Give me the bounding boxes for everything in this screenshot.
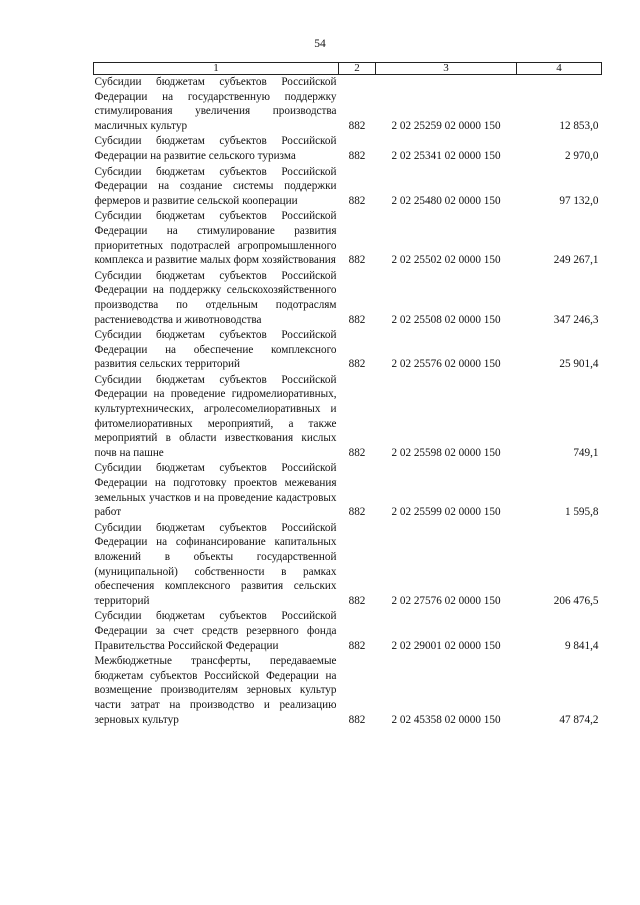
row-budget-code: 2 02 25502 02 0000 150 xyxy=(391,254,501,267)
table-row xyxy=(94,654,602,728)
table-row xyxy=(94,209,602,268)
row-amount: 249 267,1 xyxy=(553,254,599,267)
row-budget-code: 2 02 27576 02 0000 150 xyxy=(391,594,501,607)
row-amount: 1 595,8 xyxy=(564,506,599,519)
row-description: Субсидии бюджетам субъектов Российской Федерации на проведение гидромелиоративных, культуртехнических, агролесомелиоративных и фитомелиоративных мероприятий, а также мероприятий в области известкования кислых почв на пашне xyxy=(94,373,337,459)
row-description: Субсидии бюджетам субъектов Российской Федерации на создание системы поддержки фермеров и развитие сельской кооперации xyxy=(94,165,337,207)
row-budget-code: 2 02 29001 02 0000 150 xyxy=(391,639,501,652)
row-admin-code: 882 xyxy=(348,313,366,326)
table-row xyxy=(94,165,602,210)
row-budget-code: 2 02 25599 02 0000 150 xyxy=(391,506,501,519)
row-budget-code: 2 02 25598 02 0000 150 xyxy=(391,446,501,459)
row-description: Субсидии бюджетам субъектов Российской Федерации на подготовку проектов межевания земельных участков и на проведение кадастровых работ xyxy=(94,462,337,519)
row-admin-code: 882 xyxy=(348,506,366,519)
row-budget-code: 2 02 45358 02 0000 150 xyxy=(391,713,501,726)
row-description: Субсидии бюджетам субъектов Российской Федерации на поддержку сельскохозяйственного производства по отдельным подотраслям растениеводства и животноводства xyxy=(94,269,337,326)
row-amount: 47 874,2 xyxy=(559,713,599,726)
table-row xyxy=(94,328,602,373)
row-amount: 206 476,5 xyxy=(553,594,599,607)
row-admin-code: 882 xyxy=(348,194,366,207)
row-budget-code: 2 02 25576 02 0000 150 xyxy=(391,358,501,371)
row-admin-code: 882 xyxy=(348,149,366,162)
table-row xyxy=(94,461,602,520)
header-col-1: 1 xyxy=(94,63,339,75)
row-admin-code: 882 xyxy=(348,119,366,132)
row-budget-code: 2 02 25508 02 0000 150 xyxy=(391,313,501,326)
page-number: 54 xyxy=(314,38,326,50)
header-col-3: 3 xyxy=(376,63,517,75)
table-row xyxy=(94,269,602,328)
row-amount: 347 246,3 xyxy=(553,313,599,326)
header-col-4: 4 xyxy=(517,63,602,75)
budget-table xyxy=(93,62,602,728)
table-header-row xyxy=(94,63,602,75)
row-admin-code: 882 xyxy=(348,446,366,459)
row-description: Субсидии бюджетам субъектов Российской Федерации за счет средств резервного фонда Правительства Российской Федерации xyxy=(94,610,337,652)
row-description: Субсидии бюджетам субъектов Российской Федерации на софинансирование капитальных вложений в объекты государственной (муниципальной) собственности в рамках обеспечения комплексного развития сельских территорий xyxy=(94,521,337,607)
table-row xyxy=(94,134,602,164)
row-amount: 9 841,4 xyxy=(564,639,599,652)
row-amount: 2 970,0 xyxy=(564,149,599,162)
row-description: Субсидии бюджетам субъектов Российской Федерации на обеспечение комплексного развития сельских территорий xyxy=(94,329,337,371)
row-description: Субсидии бюджетам субъектов Российской Федерации на государственную поддержку стимулирования увеличения производства масличных культур xyxy=(94,76,337,132)
row-amount: 25 901,4 xyxy=(559,358,599,371)
table-row xyxy=(94,373,602,462)
row-admin-code: 882 xyxy=(348,594,366,607)
row-description: Субсидии бюджетам субъектов Российской Федерации на развитие сельского туризма xyxy=(94,135,337,162)
row-admin-code: 882 xyxy=(348,358,366,371)
row-amount: 97 132,0 xyxy=(559,194,599,207)
row-budget-code: 2 02 25259 02 0000 150 xyxy=(391,119,501,132)
row-budget-code: 2 02 25341 02 0000 150 xyxy=(391,149,501,162)
table-row xyxy=(94,75,602,135)
row-admin-code: 882 xyxy=(348,713,366,726)
table-row xyxy=(94,521,602,610)
header-col-2: 2 xyxy=(339,63,376,75)
row-amount: 749,1 xyxy=(573,446,599,459)
row-admin-code: 882 xyxy=(348,254,366,267)
row-description: Субсидии бюджетам субъектов Российской Федерации на стимулирование развития приоритетных подотраслей агропромышленного комплекса и развитие малых форм хозяйствования xyxy=(94,210,337,267)
table-row xyxy=(94,609,602,654)
row-amount: 12 853,0 xyxy=(559,119,599,132)
row-admin-code: 882 xyxy=(348,639,366,652)
row-description: Межбюджетные трансферты, передаваемые бюджетам субъектов Российской Федерации на возмещение производителям зерновых культур части затрат на производство и реализацию зерновых культур xyxy=(94,655,337,726)
row-budget-code: 2 02 25480 02 0000 150 xyxy=(391,194,501,207)
